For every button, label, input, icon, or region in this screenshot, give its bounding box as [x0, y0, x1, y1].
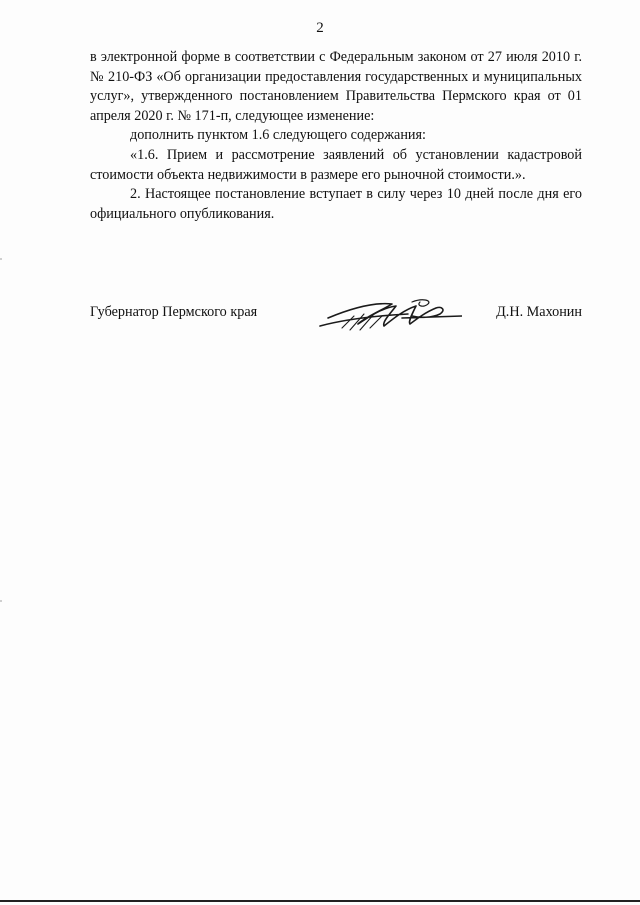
signature-block: [90, 296, 582, 336]
paragraph-continuation: в электронной форме в соответствии с Федеральным законом от 27 июля 2010 г. № 210-ФЗ «Об организации предоставления государственных и муниципальных услуг», утвержденного постановлением Правительства Пермского края от 01 апреля 2020 г. № 171-п, следующее изменение:: [90, 49, 582, 124]
document-body: [90, 48, 582, 224]
paragraph-effective-date: 2. Настоящее постановление вступает в силу через 10 дней после дня его официального опубликования.: [90, 186, 582, 222]
signatory-name: Д.Н. Махонин: [496, 304, 582, 320]
scan-edge-mark: [0, 600, 2, 602]
paragraph-amendment-intro: дополнить пунктом 1.6 следующего содержания:: [130, 127, 426, 144]
scan-edge-mark: [0, 258, 2, 260]
paragraph-amendment-text: «1.6. Прием и рассмотрение заявлений об установлении кадастровой стоимости объекта недвижимости в размере его рыночной стоимости.».: [90, 146, 582, 183]
handwritten-signature: [312, 296, 462, 336]
page-number: 2: [316, 20, 324, 36]
scan-bottom-edge: [0, 900, 640, 902]
signatory-title: Губернатор Пермского края: [90, 304, 258, 320]
